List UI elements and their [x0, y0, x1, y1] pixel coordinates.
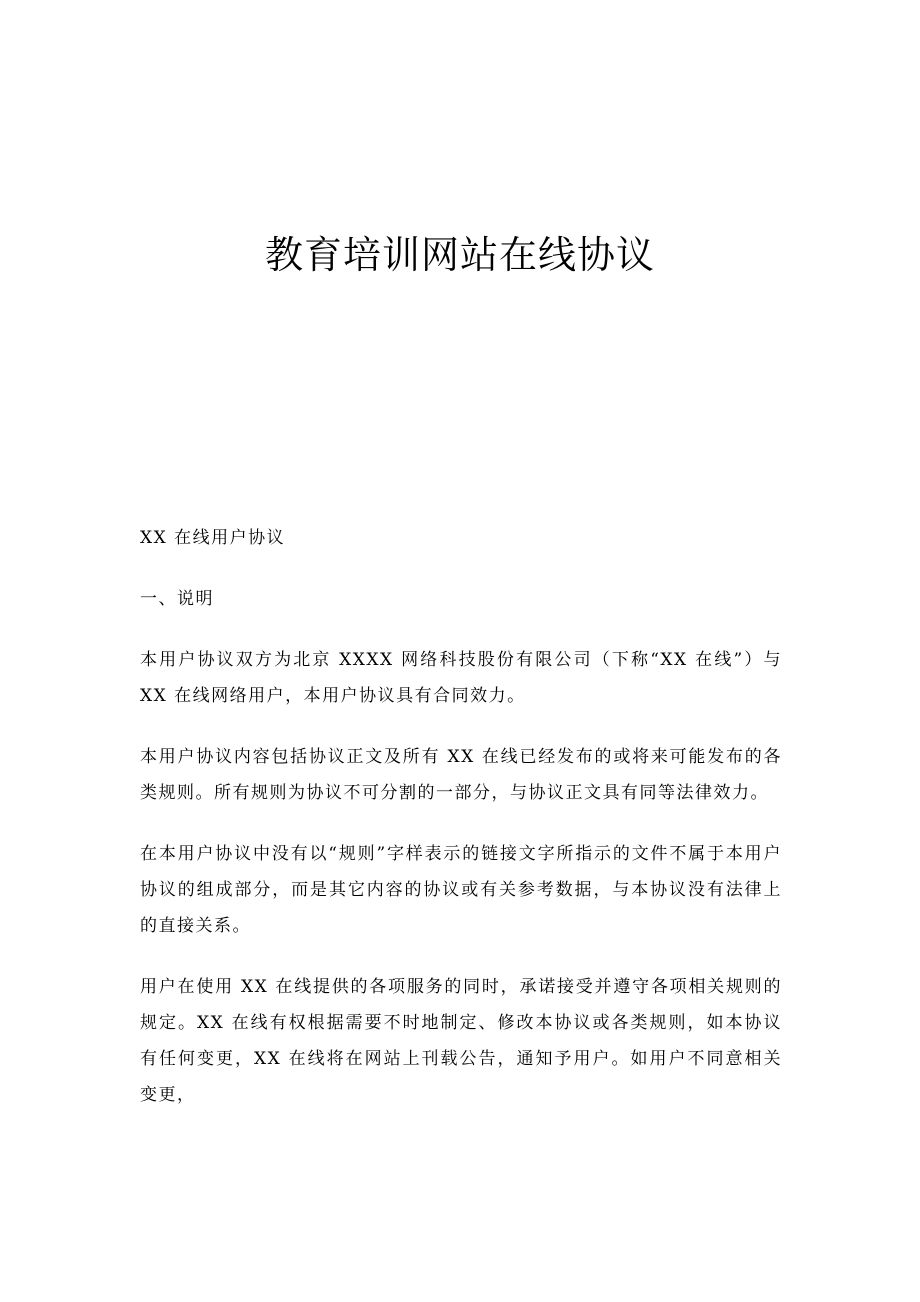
paragraph: 本用户协议双方为北京 XXXX 网络科技股份有限公司（下称“XX 在线”）与 XX 在线网络用户，本用户协议具有合同效力。: [140, 650, 782, 706]
paragraph: 在本用户协议中没有以“规则”字样表示的链接文字所指示的文件不属于本用户协议的组成部分，而是其它内容的协议或有关参考数据，与本协议没有法律上的直接关系。: [140, 844, 782, 936]
paragraph: 用户在使用 XX 在线提供的各项服务的同时，承诺接受并遵守各项相关规则的规定。XX 在线有权根据需要不时地制定、修改本协议或各类规则，如本协议有任何变更，XX 在线将在网站上刊载公告，通知予用户。如用户不同意相关变更，: [140, 977, 782, 1105]
paragraph: 本用户协议内容包括协议正文及所有 XX 在线已经发布的或将来可能发布的各类规则。所有规则为协议不可分割的一部分，与协议正文具有同等法律效力。: [140, 747, 782, 803]
document-body: [140, 520, 782, 1138]
agreement-subtitle: XX 在线用户协议: [140, 528, 286, 548]
document-title: 教育培训网站在线协议: [264, 233, 655, 277]
section-heading: 一、说明: [140, 589, 214, 609]
